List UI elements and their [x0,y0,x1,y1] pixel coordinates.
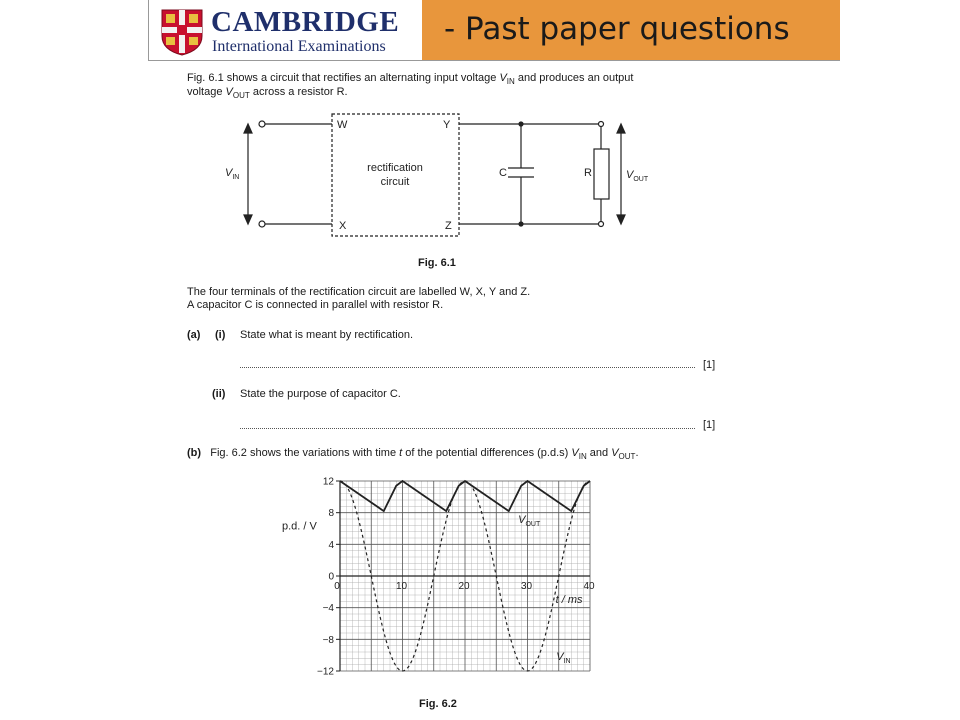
x-tick-label: 30 [520,581,533,592]
page-header [148,0,840,61]
brand-name: CAMBRIDGE [211,6,400,38]
intro-line-1: Fig. 6.1 shows a circuit that rectifies an alternating input voltage $V_{IN}$ and produces an output [187,72,634,87]
part-a-ii-label: (ii) [212,388,226,400]
vout-label: $V_{OUT}$ [626,169,649,183]
mark-a-ii: [1] [703,419,716,431]
y-tick-label: 8 [328,508,334,520]
part-a-i-question: State what is meant by rectification. [240,329,414,341]
y-tick-label: 12 [322,476,334,488]
y-axis-label: p.d. / V [282,520,317,533]
vout-series-label: $V_{OUT}$ [518,514,541,528]
answer-line-a-i[interactable] [240,367,695,368]
vin-series-label: $V_{IN}$ [556,650,571,665]
terminals-text: The four terminals of the rectification circuit are labelled W, X, Y and Z. [187,286,531,298]
part-a-label: (a) [187,329,201,341]
box-label-1: rectification [367,162,423,174]
x-tick-label: 20 [458,581,470,592]
y-tick-label: 4 [328,539,334,551]
y-tick-label: −4 [322,603,334,615]
mark-a-i: [1] [703,359,716,371]
vin-label: $V_{IN}$ [225,167,240,181]
terminal-x: X [339,220,347,232]
part-b-text: (b) Fig. 6.2 shows the variations with time t of the potential differences (p.d.s) $V_{IN}$ and $V_{OUT}$. [187,447,639,462]
resistor-label: R [584,167,592,179]
circuit-diagram [215,108,675,238]
box-label-2: circuit [380,176,410,188]
answer-line-a-ii[interactable] [240,428,695,429]
y-tick-label: −8 [322,634,334,646]
brand-subtitle: International Examinations [212,38,386,55]
x-axis-label: t / ms [555,594,583,606]
capacitor-label: C [499,167,507,179]
banner-title: - Past paper questions [444,11,790,47]
x-tick-label: 0 [334,581,340,592]
terminal-z: Z [445,220,452,232]
terminal-y: Y [443,119,451,131]
axes [336,481,590,671]
terminal-w: W [337,119,348,131]
intro-line-2: voltage $V_{OUT}$ across a resistor R. [187,86,348,101]
x-tick-label: 40 [583,581,595,592]
pd-time-graph [270,470,610,685]
title-banner [422,0,840,60]
x-tick-label: 10 [395,581,408,592]
part-a-i-label: (i) [215,329,226,341]
figure-6-2-caption: Fig. 6.2 [419,698,457,710]
university-crest-icon [160,8,204,56]
capacitor-text: A capacitor C is connected in parallel with resistor R. [187,299,444,311]
y-tick-label: 0 [328,571,334,583]
y-tick-label: −12 [317,666,334,678]
figure-6-1-caption: Fig. 6.1 [418,257,456,269]
part-a-ii-question: State the purpose of capacitor C. [240,388,401,400]
